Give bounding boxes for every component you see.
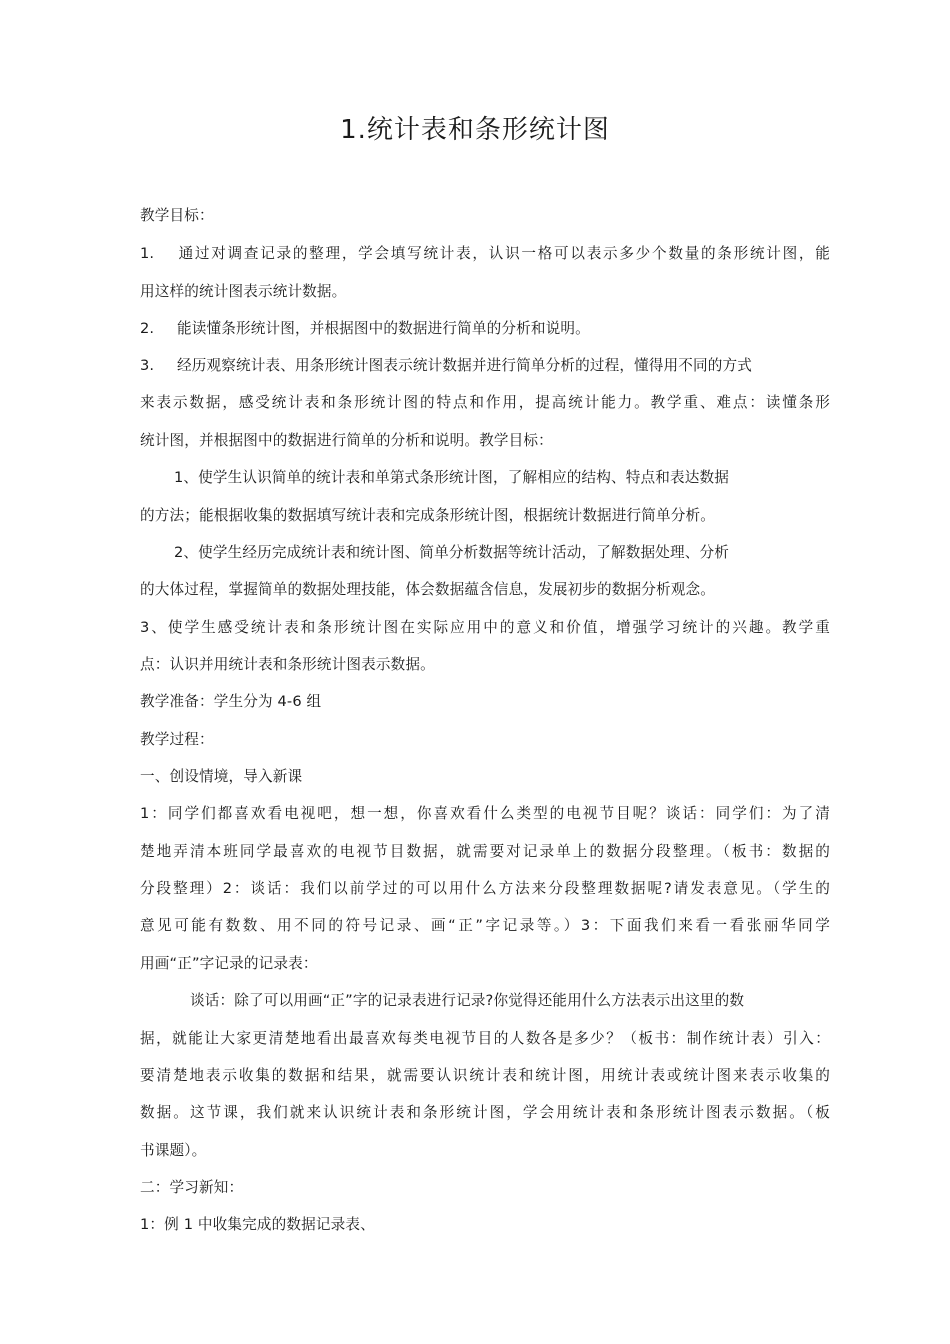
paragraph-line: 经历观察统计表、用条形统计图表示统计数据并进行简单分析的过程，懂得用不同的方式: [177, 357, 753, 374]
paragraph-line: 1：同学们都喜欢看电视吧，想一想，你喜欢看什么类型的电视节目呢？谈话：同学们：为了清: [140, 805, 830, 822]
paragraph-line: 书课题）。: [140, 1142, 207, 1159]
paragraph-line: 点：认识并用统计表和条形统计图表示数据。: [140, 656, 435, 673]
paragraph-line: 据，就能让大家更清楚地看出最喜欢每类电视节目的人数各是多少？（板书：制作统计表）引入：: [140, 1030, 830, 1047]
paragraph-line: 分段整理）2：谈话：我们以前学过的可以用什么方法来分段整理数据呢?请发表意见。（学生的: [140, 880, 830, 897]
document-title: 1.统计表和条形统计图: [340, 115, 610, 145]
list-number: 2.: [140, 320, 155, 337]
list-number: 3.: [140, 357, 155, 374]
objective-item-1: [140, 244, 830, 264]
paragraph-line: 谈话：除了可以用画“正”字的记录表进行记录?你觉得还能用什么方法表示出这里的数: [190, 992, 745, 1009]
paragraph-line: 的方法；能根据收集的数据填写统计表和完成条形统计图，根据统计数据进行简单分析。: [140, 507, 716, 524]
paragraph-line: 用画“正”字记录的记录表：: [140, 955, 318, 972]
paragraph-line: 1：例 1 中收集完成的数据记录表、: [140, 1216, 375, 1233]
paragraph-line: 1、使学生认识简单的统计表和单第式条形统计图，了解相应的结构、特点和表达数据: [174, 469, 729, 486]
paragraph-line: 用这样的统计图表示统计数据。: [140, 283, 347, 300]
section-heading: 二：学习新知：: [140, 1179, 244, 1196]
paragraph-line: 通过对调查记录的整理，学会填写统计表，认识一格可以表示多少个数量的条形统计图，能: [177, 245, 830, 262]
paragraph-line: 楚地弄清本班同学最喜欢的电视节目数据，就需要对记录单上的数据分段整理。（板书：数据的: [140, 843, 830, 860]
objective-item-2: [140, 319, 830, 339]
paragraph-line: 来表示数据，感受统计表和条形统计图的特点和作用，提高统计能力。教学重、难点：读懂条形: [140, 394, 830, 411]
paragraph-line: 统计图，并根据图中的数据进行简单的分析和说明。教学目标：: [140, 432, 553, 449]
paragraph-line: 教学目标：: [140, 207, 214, 224]
paragraph-line: 教学准备：学生分为 4-6 组: [140, 693, 322, 710]
paragraph-line: 意见可能有数数、用不同的符号记录、画“正”字记录等。）3：下面我们来看一看张丽华同学: [140, 917, 830, 934]
paragraph-line: 数据。这节课，我们就来认识统计表和条形统计图，学会用统计表和条形统计图表示数据。（板: [140, 1104, 830, 1121]
paragraph-line: 3、使学生感受统计表和条形统计图在实际应用中的意义和价值，增强学习统计的兴趣。教学重: [140, 619, 830, 636]
paragraph-line: 教学过程：: [140, 731, 214, 748]
objective-item-3: [140, 356, 830, 376]
paragraph-line: 能读懂条形统计图，并根据图中的数据进行简单的分析和说明。: [177, 320, 590, 337]
paragraph-line: 的大体过程，掌握简单的数据处理技能，体会数据蕴含信息，发展初步的数据分析观念。: [140, 581, 716, 598]
paragraph-line: 2、使学生经历完成统计表和统计图、简单分析数据等统计活动，了解数据处理、分析: [174, 544, 729, 561]
section-heading: 一、创设情境，导入新课: [140, 768, 303, 785]
paragraph-line: 要清楚地表示收集的数据和结果，就需要认识统计表和统计图，用统计表或统计图来表示收集的: [140, 1067, 830, 1084]
list-number: 1.: [140, 245, 155, 262]
